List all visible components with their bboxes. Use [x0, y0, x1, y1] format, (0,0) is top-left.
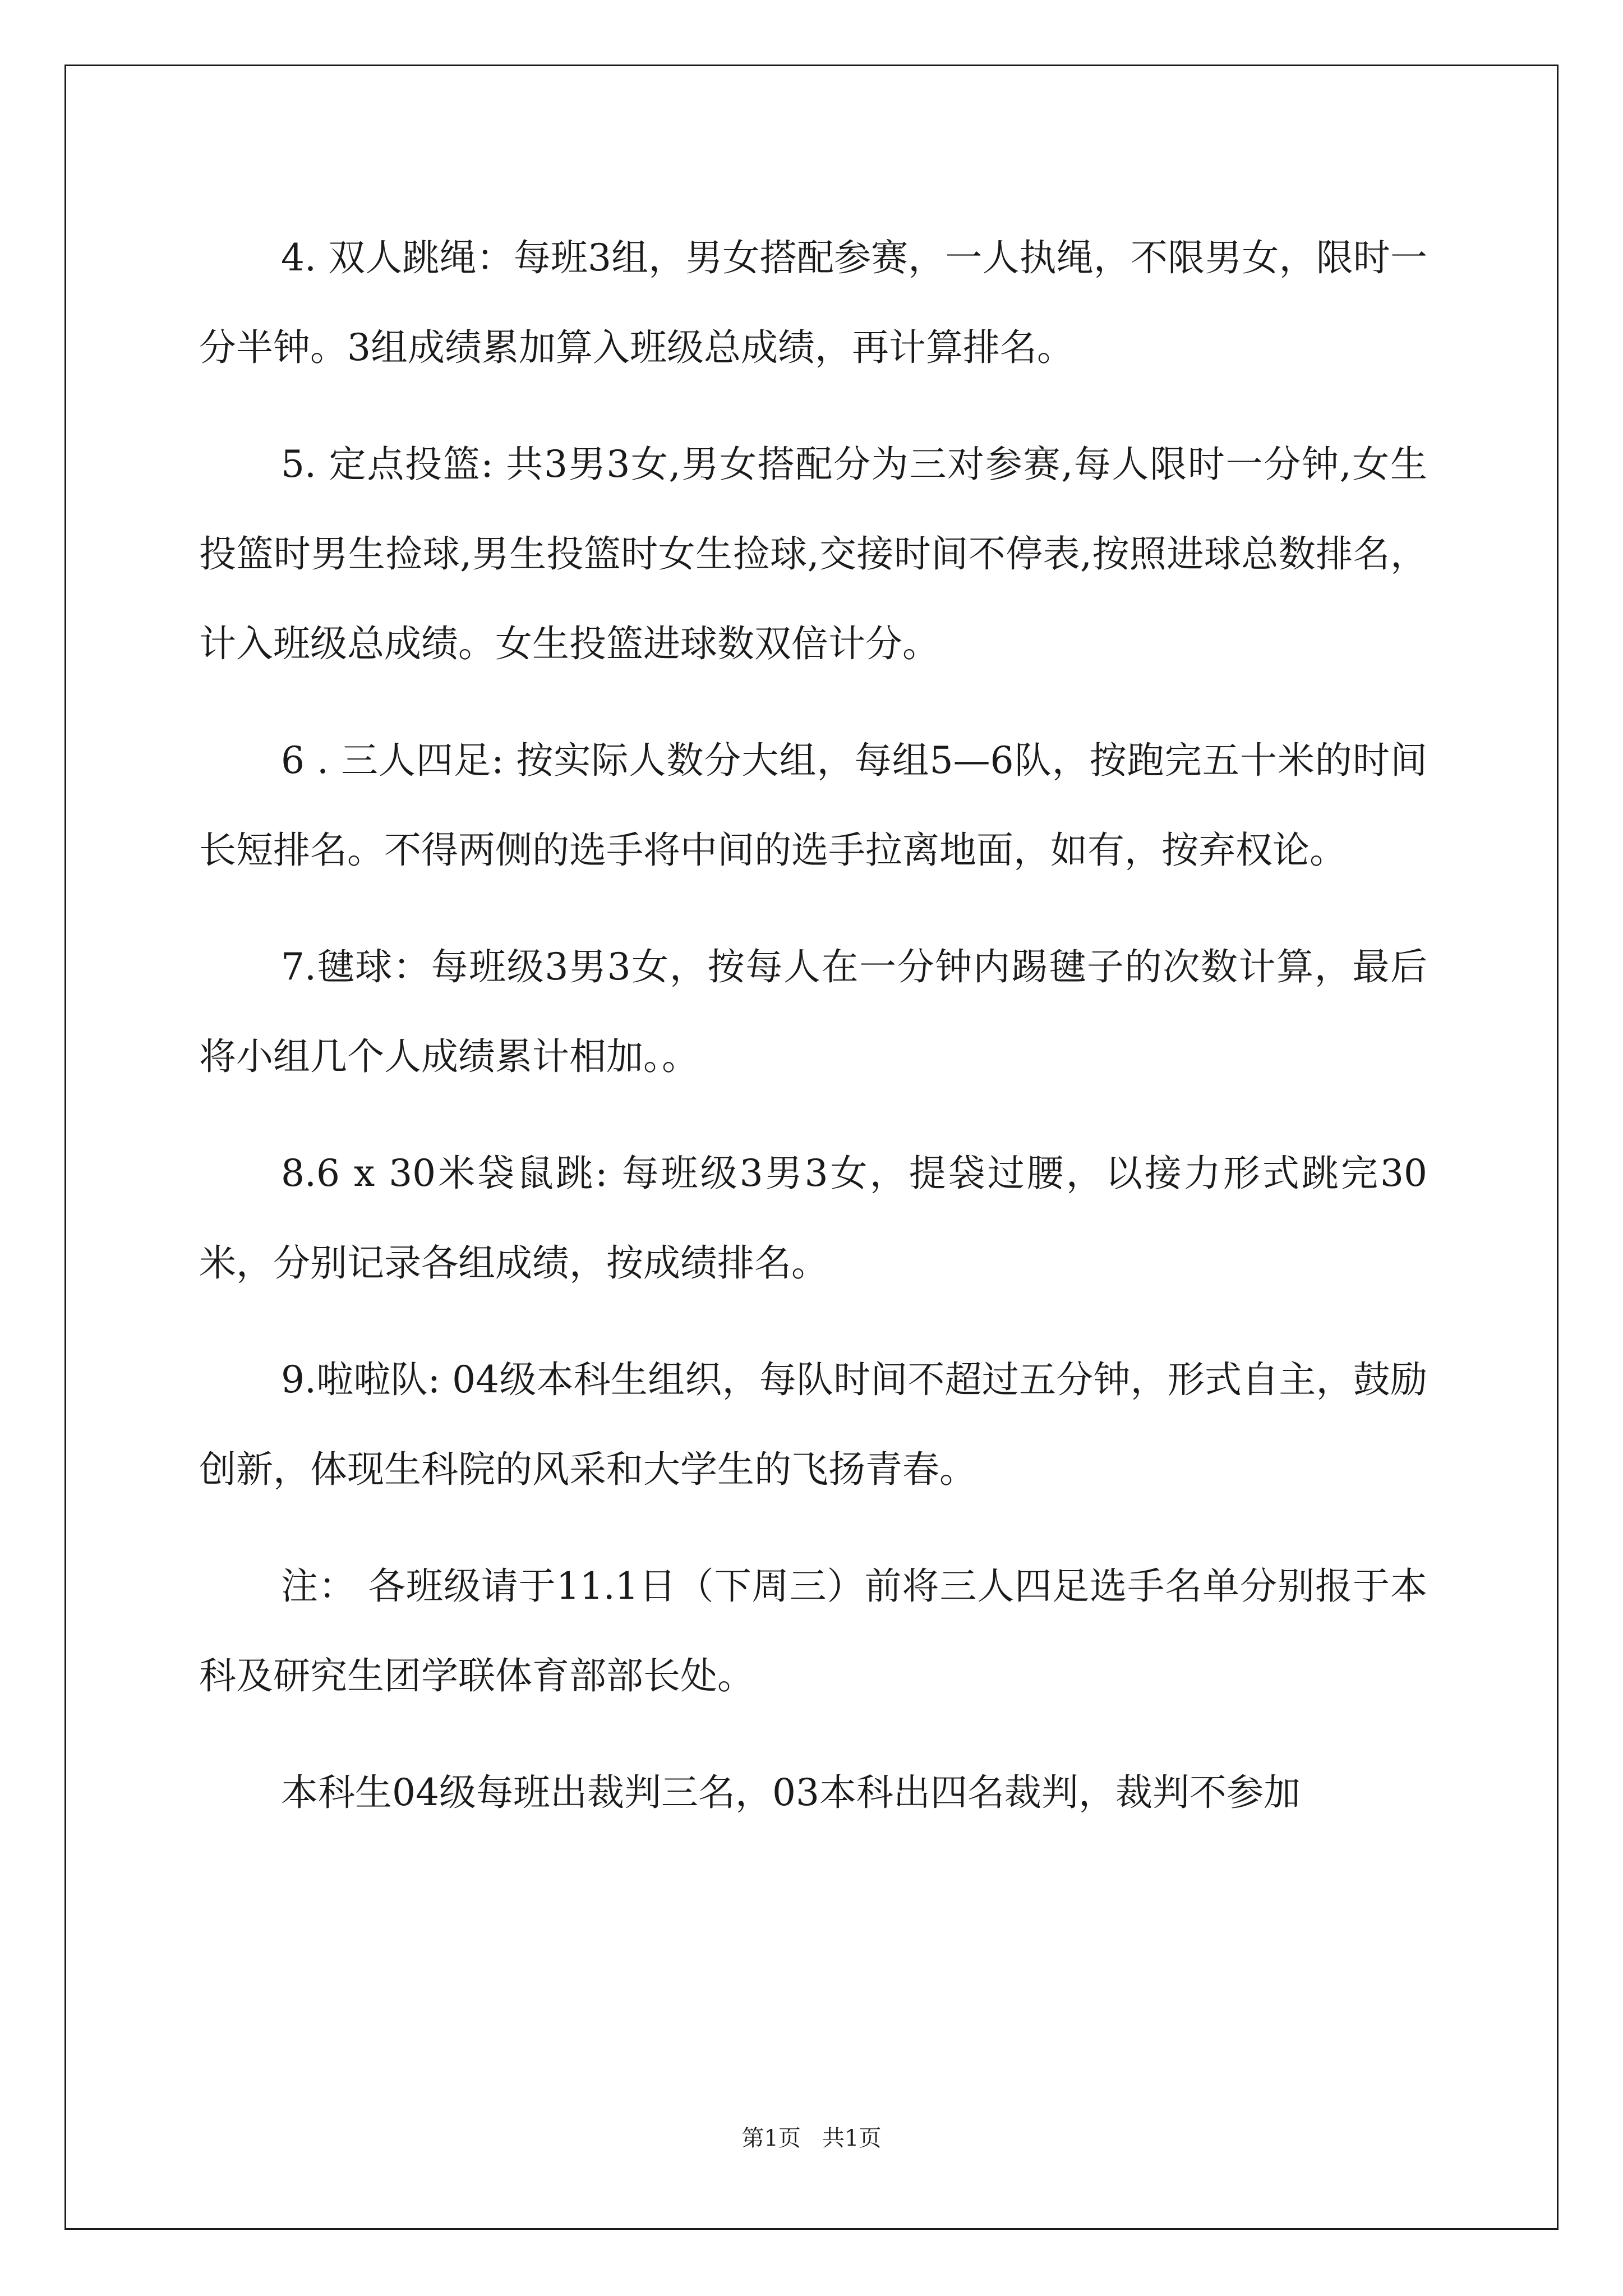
paragraph-note: 注： 各班级请于11.1日（下周三）前将三人四足选手名单分别报于本科及研究生团学联体育部部长处。 — [199, 1565, 1427, 1697]
paragraph-shuttlecock: 7.毽球：每班级3男3女，按每人在一分钟内踢毽子的次数计算，最后将小组几个人成绩累计相加。。 — [199, 945, 1427, 1078]
paragraph-cheerleading: 9.啦啦队: 04级本科生组织，每队时间不超过五分钟，形式自主，鼓励创新，体现生科院的风采和大学生的飞扬青春。 — [199, 1358, 1427, 1491]
paragraph-referees: 本科生04级每班出裁判三名，03本科出四名裁判，裁判不参加 — [281, 1771, 1301, 1814]
paragraph-three-legged: 6 . 三人四足: 按实际人数分大组，每组5—6队，按跑完五十米的时间长短排名。不得两侧的选手将中间的选手拉离地面，如有，按弃权论。 — [199, 739, 1427, 872]
paragraph-sack-race: 8.6 x 30米袋鼠跳: 每班级3男3女，提袋过腰，以接力形式跳完30米，分别记录各组成绩，按成绩排名。 — [199, 1152, 1427, 1285]
document-body — [199, 213, 1427, 1865]
paragraph-basketball: 5. 定点投篮: 共3男3女,男女搭配分为三对参赛,每人限时一分钟,女生投篮时男生捡球,男生投篮时女生捡球,交接时间不停表,按照进球总数排名，计入班级总成绩。女生投篮进球数双倍计分。 — [199, 443, 1427, 665]
paragraph-double-rope: 4. 双人跳绳：每班3组，男女搭配参赛，一人执绳，不限男女，限时一分半钟。3组成绩累加算入班级总成绩，再计算排名。 — [199, 236, 1427, 369]
page-footer: 第1页 共1页 — [741, 2125, 882, 2151]
